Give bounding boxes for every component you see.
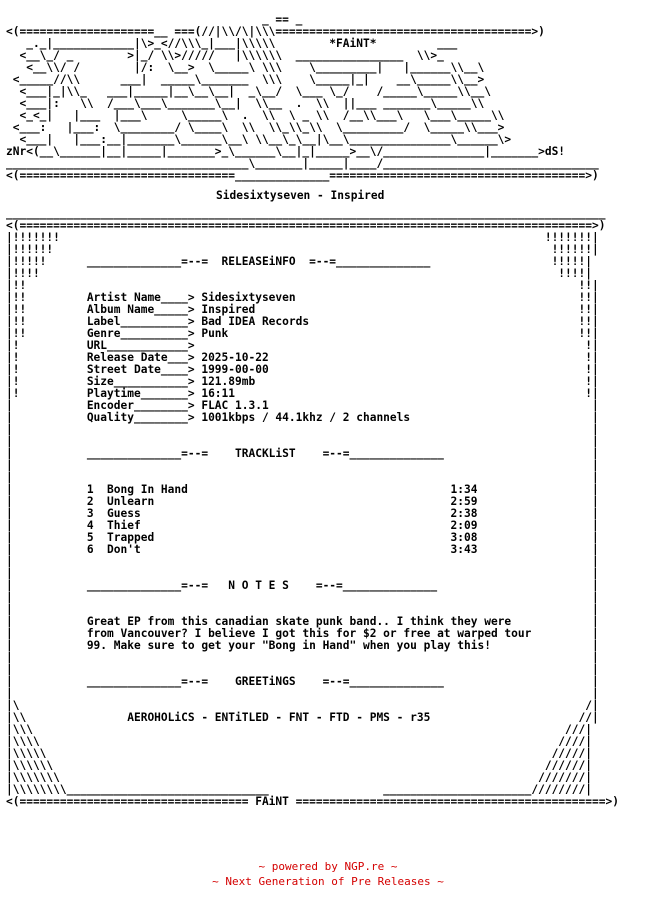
footer-powered-by: ~ powered by NGP.re ~	[258, 860, 398, 873]
nfo-document	[6, 14, 656, 808]
nfo-box-bottom: <(================================== FAiNT ==============================================>)	[6, 795, 619, 808]
footer-tagline: ~ Next Generation of Pre Releases ~	[212, 875, 444, 888]
nfo-box-top: _________________________________________________________________________________________ <(=====================================================================================>)	[6, 207, 606, 232]
release-title: Sidesixtyseven - Inspired	[216, 189, 385, 202]
faint-ascii-banner: _ == _ <(====================__ ===(//|\\/\|\\\======================================>) _._|____________|\>_<//\\\_|___|\\\\\ *FAiNT* ___ <__\_/ _ >|_/ \\>///// |\\\\\\ ________________ \\>_ <__\\/ / |/: \__> \_____\ \\\ \_________| |______\\__\ <_____//\\ ___| _____\_______ \\\ \_____|_| __\_____\\__> <___|_|\\_ ___|_____|__\__\__| _\__/ \___ \_/ /_____\_____\\__\ <___|: \\ /___\___\_______\__| \\__ . \\ ||___ _______\_____\\ <_<_| |___ |___\ \_____\ . \\ \ _ \\ /__\\___\ \___\_____\\ <___: |___: \________/ \____\ \\ \\_\\_\\ \_________/ \_____\\___> <___| |___:__|_______\______\__\ \\__\_\__|\__\_______________\______\> zNr<(__\______|__|_____|_______>_\______\__|_|_____>__\/_______________|_______>dS! ____________________________________\_______|_____|____/________________________________ <(================================______________======================================>)	[6, 14, 599, 182]
nfo-box-body: |!!!!!!! !!!!!!!| |!!!!!! !!!!!!| |!!!!! ______________=--= RELEASEiNFO =--=______________ !!!!!| |!!!! !!!!| |!! !!| |!! Artist Name____> Sidesixtyseven !!| |!! Album Name_____> Inspired !!| |!! Label__________> Bad IDEA Records !!| |!! Genre__________> Punk !!| |! URL____________> !| |! Release Date___> 2025-10-22 !| |! Street Date____> 1999-00-00 !| |! Size___________> 121.89mb !| |! Playtime_______> 16:11 !| | Encoder________> FLAC 1.3.1 | | Quality________> 1001kbps / 44.1khz / 2 channels | | | | | | ______________=--= TRACKLiST =--=______________ | | | | | | 1 Bong In Hand 1:34 | | 2 Unlearn 2:59 | | 3 Guess 2:38 | | 4 Thief 2:09 | | 5 Trapped 3:08 | | 6 Don't 3:43 | | | | | | ______________=--= N O T E S =--=______________ | | | | | | Great EP from this canadian skate punk band.. I think they were | | from Vancouver? I believe I got this for $2 or free at warped tour | | 99. Make sure to get your "Bong in Hand" when you play this! | | | | | | ______________=--= GREETiNGS =--=______________ | | | |\ /| |\\ AEROHOLiCS - ENTiTLED - FNT - FTD - PMS - r35 //| |\\\ ///| |\\\\ ////| |\\\\\ /////| |\\\\\\ //////| |\\\\\\\ ///////| |\\\\\\\\______________________________ ______________________////////|	[6, 231, 599, 796]
